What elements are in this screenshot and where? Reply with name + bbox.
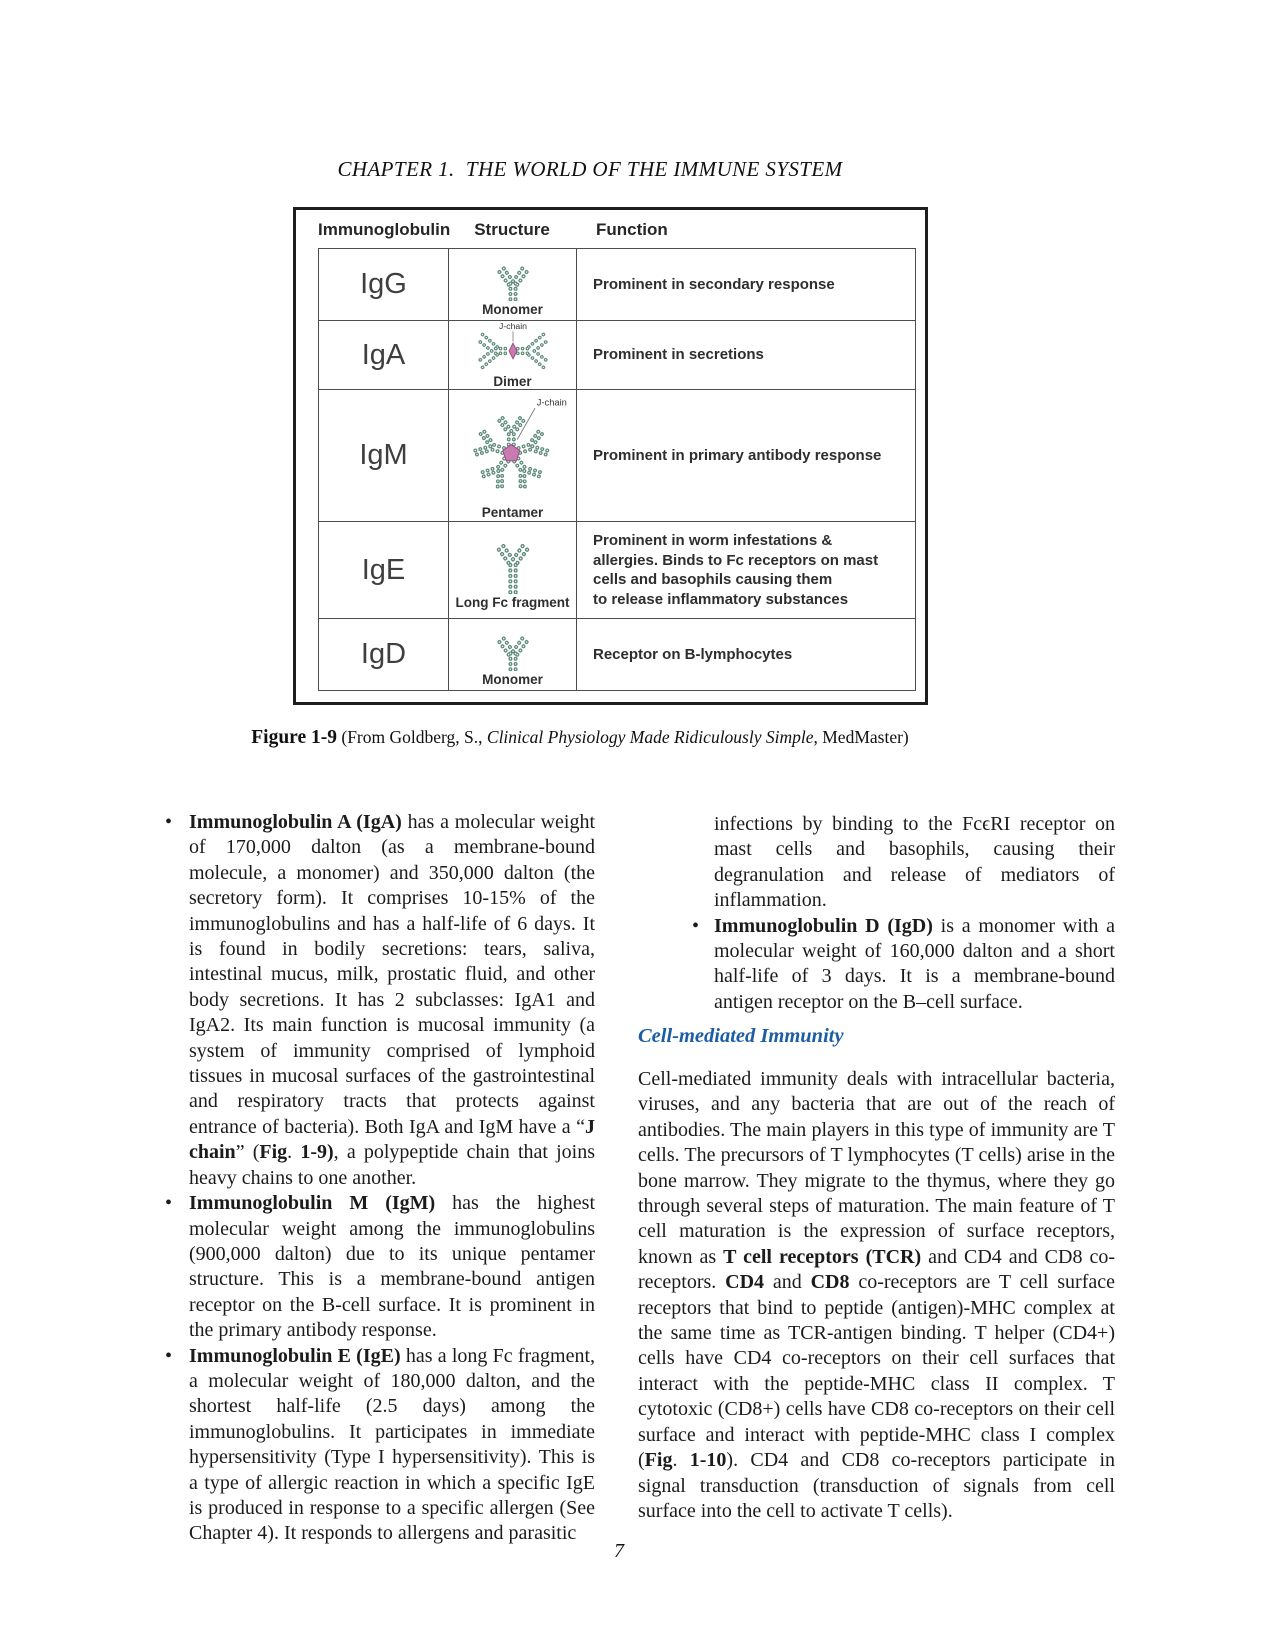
structure-label: Pentamer [481,504,544,520]
bullet-ige [163,1344,595,1547]
table-row-iga-function: Prominent in secretions [577,321,916,390]
table-row-iga-structure [449,321,577,390]
ig-name-label: IgD [360,638,407,670]
bullet-icon: • [692,914,700,937]
bullet-ige-text: Immunoglobulin E (IgE) has a long Fc fragment, a molecular weight of 180,000 dalton, and the shortest half-life (2.5 days) among the immunoglobulins. It participates in immediate hypersensitivity (Type I hypersensitivity). This is a type of allergic reaction in which a specific IgE is produced in response to a specific allergen (See Chapter 4). It responds to allergens and parasitic [189,1344,596,1545]
table-row-igg-function: Prominent in secondary response [577,249,916,321]
ig-name-label: IgG [360,268,407,300]
ig-name-label: IgM [359,439,408,471]
immunoglobulin-table [318,248,916,691]
column-header-function: Function [596,220,668,239]
j-chain-annotation: J-chain [536,397,567,408]
ig-name-label: IgA [361,338,406,371]
column-header-structure: Structure [474,220,550,239]
column-header-immunoglobulin: Immunoglobulin [318,220,451,239]
table-row-igd-structure [449,619,577,691]
iga-dimer-diagram [461,321,565,373]
j-chain-shape [509,343,517,359]
structure-label: Dimer [493,374,532,389]
table-row-ige-structure [449,522,577,619]
right-column-list [692,812,1115,1015]
ig-name-label: IgE [361,553,406,586]
j-chain-annotation: J-chain [498,321,527,331]
bullet-igd-text: Immunoglobulin D (IgD) is a monomer with a molecular weight of 160,000 dalton and a short half-life of 3 days. It is a membrane-bound antigen receptor on the B–cell surface. [714,914,1115,1013]
immunoglobulin-figure [293,207,928,705]
igm-pentamer-diagram [456,392,570,504]
bullet-icon: • [165,1192,173,1215]
bullet-igd [692,914,1115,1016]
figure-caption: Figure 1-9 (From Goldberg, S., Clinical Physiology Made Ridiculously Simple, MedMaster) [251,727,909,748]
igg-monomer-diagram [491,253,535,301]
bullet-icon: • [165,1344,173,1367]
chapter-running-header: CHAPTER 1. THE WORLD OF THE IMMUNE SYSTEM [337,157,843,181]
section-heading-cell-mediated-immunity: Cell-mediated Immunity [638,1025,844,1047]
table-row-igm-structure [449,390,577,522]
table-row-iga-name [319,321,449,390]
bullet-iga [163,810,595,1191]
section-paragraph: Cell-mediated immunity deals with intracellular bacteria, viruses, and any bacteria that are out of the reach of antibodies. The main players in this type of immunity are T cells. The precursors of T lymphocytes (T cells) arise in the bone marrow. They migrate to the thymus, where they go through several steps of maturation. The main feature of T cell maturation is the expression of surface receptors, known as T cell receptors (TCR) and CD4 and CD8 co-receptors. CD4 and CD8 co-receptors are T cell surface receptors that bind to peptide (antigen)-MHC complex at the same time as TCR-antigen binding. T helper (CD4+) cells have CD4 co-receptors on their cell surfaces that interact with the peptide-MHC class II complex. T cytotoxic (CD8+) cells have CD8 co-receptors on their cell surface and interact with peptide-MHC class I complex (Fig. 1-10). CD4 and CD8 co-receptors participate in signal transduction (transduction of signals from cell surface into the cell to activate T cells). [638,1068,1116,1522]
bullet-igm [163,1191,595,1343]
ige-continuation-text: infections by binding to the FcϵRI receptor on mast cells and basophils, causing their degranulation and release of mediators of inflammation. [714,813,1115,912]
body-left-column [163,810,595,1547]
bullet-icon: • [165,811,173,833]
page-number: 7 [614,1540,624,1562]
table-row-ige-function: Prominent in worm infestations & allergies. Binds to Fc receptors on mast cells and basophils causing them to release inflammatory substances [577,522,916,619]
structure-label: Monomer [482,301,543,317]
structure-label: Monomer [482,671,543,687]
igd-monomer-diagram [491,623,535,671]
table-row-ige-name [319,522,449,619]
bullet-igm-text: Immunoglobulin M (IgM) has the highest molecular weight among the immunoglobulins (900,000 dalton) due to its unique pentamer structure. This is a membrane-bound antigen receptor on the B-cell surface. It is prominent in the primary antibody response. [189,1192,595,1342]
table-row-igm-function: Prominent in primary antibody response [577,390,916,522]
table-row-igm-name [319,390,449,522]
table-row-igd-name [319,619,449,691]
structure-label: Long Fc fragment [455,595,570,610]
bullet-iga-text: Immunoglobulin A (IgA) has a molecular weight of 170,000 dalton (as a membrane-bound molecule, a monomer) and 350,000 dalton (the secretory form). It comprises 10-15% of the immunoglobulins and has a half-life of 6 days. It is found in bodily secretions: tears, saliva, intestinal mucus, milk, prostatic fluid, and other body secretions. It has 2 subclasses: IgA1 and IgA2. Its main function is mucosal immunity (a system of immunity comprised of lymphoid tissues in mucosal surfaces of the gastrointestinal and respiratory tracts that protects against entrance of bacteria). Both IgA and IgM have a “J chain” (Fig. 1-9), a polypeptide chain that joins heavy chains to one another. [189,811,596,1189]
table-row-igd-function: Receptor on B-lymphocytes [577,619,916,691]
table-row-igg-name [319,249,449,321]
table-row-igg-structure [449,249,577,321]
ige-long-fc-diagram [491,530,535,594]
